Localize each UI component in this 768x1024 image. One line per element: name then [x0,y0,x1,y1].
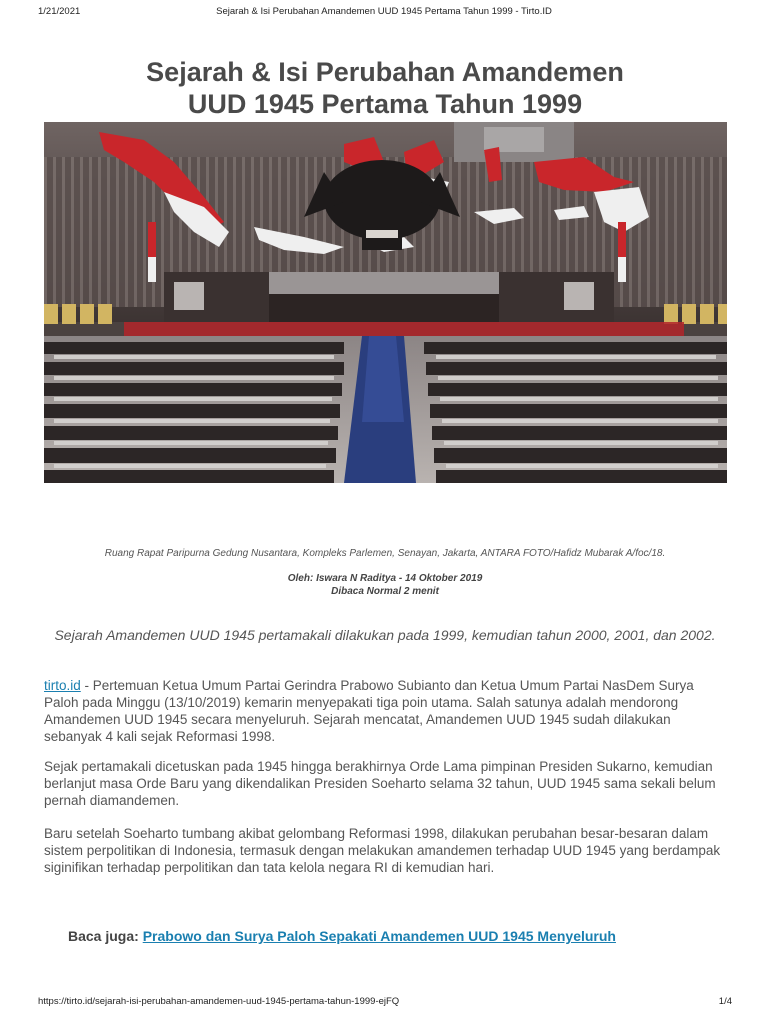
article-title-line1: Sejarah & Isi Perubahan Amandemen [146,57,624,87]
paragraph-2: Sejak pertamakali dicetuskan pada 1945 hingga berakhirnya Orde Lama pimpinan Presiden Sukarno, kemudian berlanjut masa Orde Baru yang dikendalikan Presiden Soeharto selama 32 tahun, UUD 1945 sama sekali belum pernah diamandemen. [44,759,716,808]
read-more [68,928,718,944]
author-date: Oleh: Iswara N Raditya - 14 Oktober 2019 [287,573,483,584]
read-time: Dibaca Normal 2 menit [331,586,439,597]
byline [44,572,726,598]
lead-paragraph: Sejarah Amandemen UUD 1945 pertamakali dilakukan pada 1999, kemudian tahun 2000, 2001, dan 2002. [54,627,716,643]
print-date: 1/21/2021 [38,6,81,17]
print-header [0,6,768,20]
read-more-label: Baca juga: [68,928,143,944]
print-url: https://tirto.id/sejarah-isi-perubahan-amandemen-uud-1945-pertama-tahun-1999-ejFQ [38,996,400,1007]
article-title-line2: UUD 1945 Pertama Tahun 1999 [187,89,583,119]
hero-image-parliament-hall [44,122,727,483]
page-number: 1/4 [718,996,732,1007]
read-more-link[interactable]: Prabowo dan Surya Paloh Sepakati Amandemen UUD 1945 Menyeluruh [142,928,616,944]
paragraph-1 [44,677,727,745]
source-link[interactable]: tirto.id [44,678,81,693]
paragraph-1-text: - Pertemuan Ketua Umum Partai Gerindra Prabowo Subianto dan Ketua Umum Partai NasDem Surya Paloh pada Minggu (13/10/2019) kemarin menyepakati tiga poin utama. Salah satunya adalah mendorong Amandemen UUD 1945 secara menyeluruh. Sejarah mencatat, Amandemen UUD 1945 sudah dilakukan sebanyak 4 kali sejak Reformasi 1998. [44,678,694,744]
print-doc-title: Sejarah & Isi Perubahan Amandemen UUD 1945 Pertama Tahun 1999 - Tirto.ID [216,6,552,17]
parliament-hall-illustration [44,122,727,483]
image-caption: Ruang Rapat Paripurna Gedung Nusantara, Kompleks Parlemen, Senayan, Jakarta, ANTARA FOTO/Hafidz Mubarak A/foc/18. [104,548,666,559]
article-title [44,56,726,120]
paragraph-3: Baru setelah Soeharto tumbang akibat gelombang Reformasi 1998, dilakukan perubahan besar-besaran dalam sistem perpolitikan di Indonesia, termasuk dengan melakukan amandemen terhadap UUD 1945 yang berdampak siginifikan terhadap perpolitikan dan tata kelola negara RI di kemudian hari. [44,826,721,875]
